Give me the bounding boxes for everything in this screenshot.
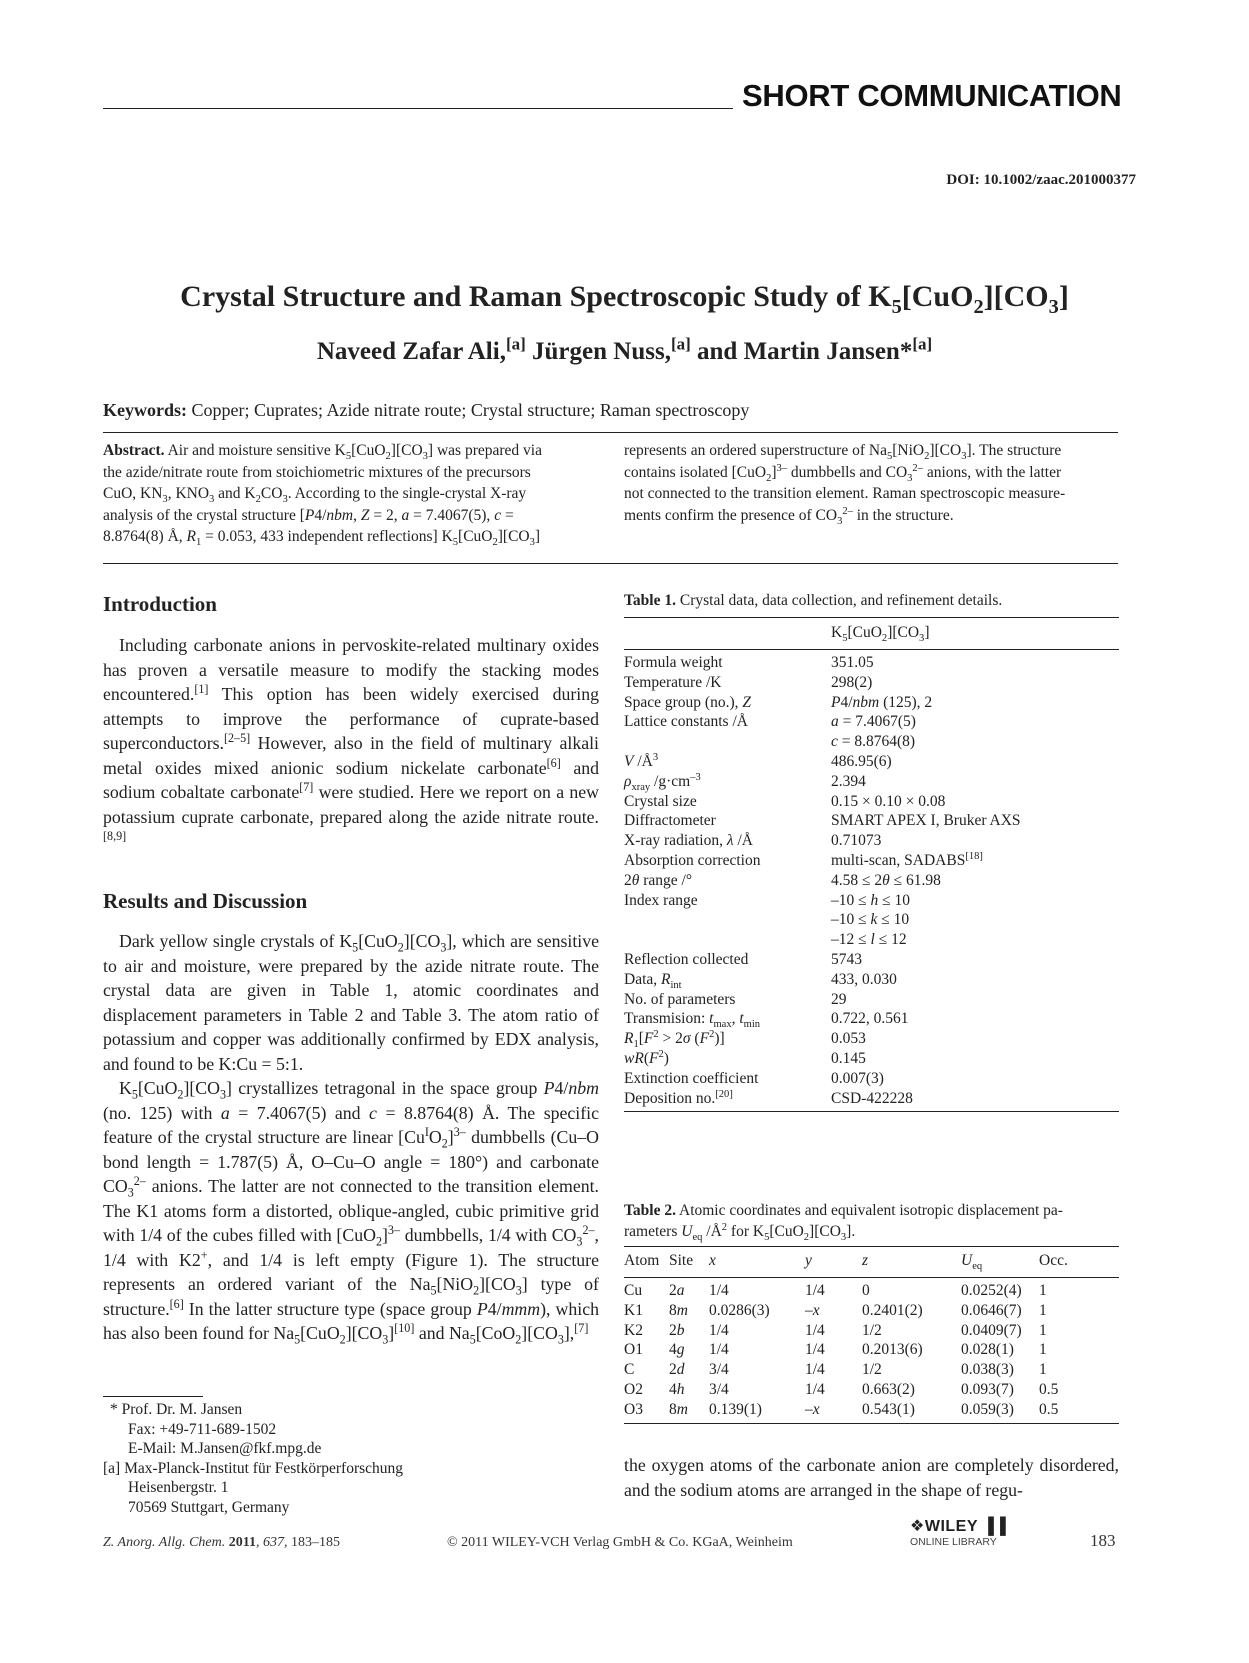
header-rule	[103, 108, 733, 109]
table1-column-header: $K_5[CuO_2][CO_3]$	[831, 624, 930, 645]
abstract-top-rule	[103, 432, 1118, 433]
section-type-label: SHORT COMMUNICATION	[742, 78, 1122, 113]
table1-header-rule	[624, 649, 1119, 650]
table2-caption: Table 2. Atomic coordinates and equivalent isotropic displacement pa- rameters $U_{eq}$ $/Å^2$ for $K_5[CuO_2][CO_3]$.	[624, 1202, 1063, 1244]
journal-citation: Z. Anorg. Allg. Chem. 2011, 637, 183–185	[103, 1535, 340, 1550]
table-row: Deposition no.[20] CSD-422228	[624, 1088, 913, 1107]
table-row: –12 ≤ l ≤ 12	[831, 931, 907, 949]
table1	[624, 653, 1119, 1108]
table-row: V $/Å^3$ 486.95(6)	[624, 751, 892, 770]
table1-bottom-rule	[624, 1111, 1119, 1112]
table-row: X-ray radiation, λ /Å 0.71073	[624, 832, 882, 850]
table-row: Space group (no.), Z P4/nbm (125), 2	[624, 693, 933, 711]
table2-header-rule	[624, 1277, 1119, 1278]
table2-bottom-rule	[624, 1423, 1119, 1424]
results-text: Dark yellow single crystals of $K_5[CuO_2][CO_3]$, which are sensitive to air and moisture, were prepared by the azide nitrate route. The crystal data are given in Table 1, atomic coordinates and displacement parameters in Table 2 and Table 3. The atom ratio of potassium and copper was additionally confirmed by EDX analysis, and found to be K:Cu = 5:1. $K_5[CuO_2][CO_3]$ crystallizes tetragonal in the space group P4/nbm (no. 125) with a = 7.4067(5) and c = 8.8764(8) Å. The specific feature of the crystal structure are linear $[Cu^IO_2]^{3-}$ dumbbells (Cu–O bond length = 1.787(5) Å, O–Cu–O angle = 180°) and carbonate $CO_3^{2-}$ anions. The latter are not connected to the transition element. The K1 atoms form a distorted, oblique-angled, cubic primitive grid with 1/4 of the cubes filled with $[CuO_2]^{3-}$ dumbbells, 1/4 with $CO_3^{2-}$, 1/4 with K2+, and 1/4 is left empty (Figure 1). The structure represents an ordered variant of the $Na_5[NiO_2][CO_3]$ type of structure.[6] In the latter structure type (space group P4/mmm), which has also been found for $Na_5[CuO_2][CO_3][10]$ and $Na_5[CoO_2][CO_3],[7]$	[103, 931, 599, 1347]
copyright: © 2011 WILEY-VCH Verlag GmbH & Co. KGaA, Weinheim	[447, 1535, 793, 1550]
table1-caption: Table 1. Crystal data, data collection, and refinement details.	[624, 592, 1003, 609]
table-row: –10 ≤ k ≤ 10	[831, 911, 910, 929]
footnotes: * Prof. Dr. M. Jansen Fax: +49-711-689-1502 E-Mail: M.Jansen@fkf.mpg.de [a] Max-Planck-Institut für Festkörperforschung Heisenbergstr. 1 70569 Stuttgart, Germany	[103, 1401, 404, 1516]
table1-top-rule	[624, 617, 1119, 618]
abstract-right: represents an ordered superstructure of $Na_5[NiO_2][CO_3]$. The structure contains isolated $[CuO_2]^{3-}$ dumbbells and $CO_3^{2-}$ anions, with the latter not connected to the transition element. Raman spectroscopic measure- ments confirm the presence of $CO_3^{2-}$ in the structure.	[624, 442, 1066, 527]
keywords: Keywords: Copper; Cuprates; Azide nitrate route; Crystal structure; Raman spectroscopy	[103, 400, 750, 420]
table-row: Crystal size 0.15 × 0.10 × 0.08	[624, 792, 946, 810]
table-row: Lattice constants /Å a = 7.4067(5)	[624, 713, 916, 731]
table-row: Cu 2a 1/4 1/4 0 0.0252(4) 1	[624, 1282, 1047, 1299]
introduction-text: Including carbonate anions in pervoskite-related multinary oxides has proven a versatile measure to modify the stacking modes encountered.[1] This option has been widely exercised during attempts to improve the performance of cuprate-based superconductors.[2–5] However, also in the field of multinary alkali metal oxides mixed anionic sodium nickelate carbonate[6] and sodium cobaltate carbonate[7] were studied. Here we report on a new potassium cuprate carbonate, prepared along the azide nitrate route.[8,9]	[103, 635, 600, 844]
footnote-rule	[103, 1396, 203, 1397]
doi: DOI: 10.1002/zaac.201000377	[946, 172, 1136, 188]
table-row: C 2d 3/4 1/4 1/2 0.038(3) 1	[624, 1361, 1047, 1379]
table-row: Reflection collected 5743	[624, 950, 862, 968]
table-row: Data, $R_{int}$ 433, 0.030	[624, 970, 897, 991]
table-row: Extinction coefficient 0.007(3)	[624, 1069, 884, 1087]
table-row: Formula weight 351.05	[624, 654, 874, 671]
table-row: Transmision: $t_{max}$, $t_{min}$ 0.722, 0.561	[624, 1010, 909, 1031]
abstract-left: Abstract. Air and moisture sensitive $K_5[CuO_2][CO_3]$ was prepared via the azide/nitrate route from stoichiometric mixtures of the precursors CuO, $KN_3$, $KNO_3$ and $K_2CO_3$. According to the single-crystal X-ray analysis of the crystal structure [P4/nbm, Z = 2, a = 7.4067(5), c = 8.8764(8) Å, $R_1 = 0.053$, 433 independent reflections] $K_5[CuO_2][CO_3]$	[103, 442, 542, 549]
abstract-bottom-rule	[103, 563, 1118, 564]
table2-body	[624, 1281, 1119, 1420]
table-row: Index range –10 ≤ h ≤ 10	[624, 891, 911, 909]
library-books-icon: ▐▐	[982, 1518, 1007, 1535]
authors: Naveed Zafar Ali,[a] Jürgen Nuss,[a] and Martin Jansen*[a]	[316, 334, 933, 365]
table-row: O3 8m 0.139(1) –x 0.543(1) 0.059(3) 0.5	[624, 1400, 1059, 1418]
table-row: 2θ range /° 4.58 ≤ 2θ ≤ 61.98	[624, 871, 941, 889]
results-heading: Results and Discussion	[103, 889, 308, 913]
table-row: $R_1[F^2 > 2\sigma$ $(F^2)$] 0.053	[624, 1028, 866, 1051]
table-row: Temperature /K 298(2)	[624, 673, 873, 691]
table-row: O2 4h 3/4 1/4 0.663(2) 0.093(7) 0.5	[624, 1380, 1059, 1398]
table-row: Absorption correction multi-scan, SADABS[18]	[624, 850, 983, 869]
table-header-row: Atom Site x y z $U_{eq}$ Occ.	[624, 1252, 1068, 1273]
paper-title: Crystal Structure and Raman Spectroscopic Study of $K_5[CuO_2][CO_3]$	[180, 280, 1069, 318]
table-row: $wR(F^2)$ 0.145	[624, 1048, 866, 1067]
right-column-continuation: the oxygen atoms of the carbonate anion are completely disordered, and the sodium atoms are arranged in the shape of regu-	[624, 1455, 1119, 1500]
table2	[624, 1251, 1119, 1271]
table-row: O1 4g 1/4 1/4 0.2013(6) 0.028(1) 1	[624, 1341, 1047, 1359]
table-row: K1 8m 0.0286(3) –x 0.2401(2) 0.0646(7) 1	[624, 1301, 1047, 1319]
table-row: Diffractometer SMART APEX I, Bruker AXS	[624, 812, 1021, 830]
page-number: 183	[1090, 1531, 1116, 1550]
table-row: c = 8.8764(8)	[831, 733, 916, 751]
introduction-heading: Introduction	[103, 592, 217, 616]
table2-top-rule	[624, 1246, 1119, 1247]
wiley-emblem-icon: ❖	[910, 1518, 925, 1535]
table-row: $\rho_{xray}$ $/g\cdot cm^{-3}$ 2.394	[624, 771, 866, 793]
table-row: No. of parameters 29	[624, 990, 847, 1008]
table-row: K2 2b 1/4 1/4 1/2 0.0409(7) 1	[624, 1321, 1047, 1339]
